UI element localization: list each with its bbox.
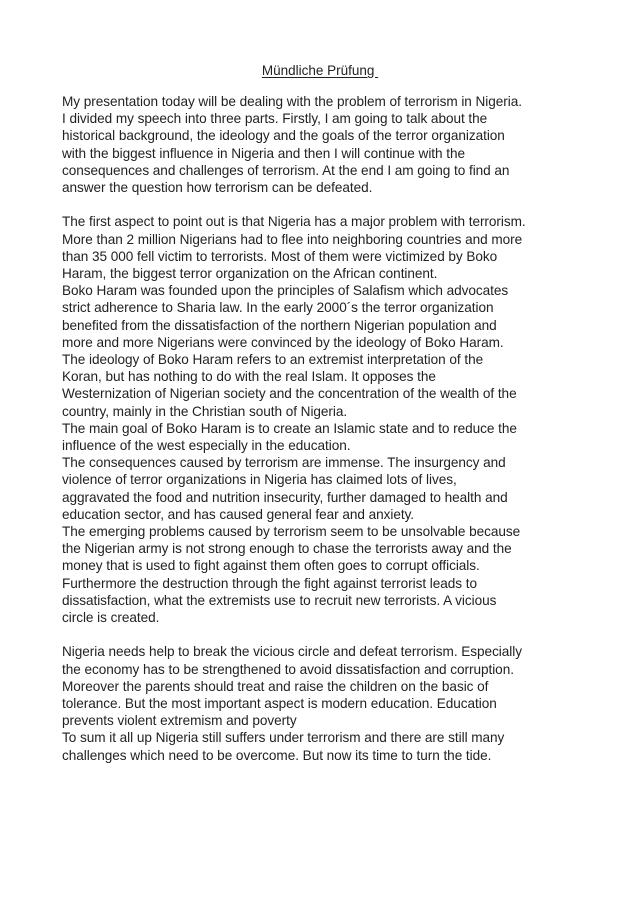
paragraph-line: Boko Haram was founded upon the principles of Salafism which advocates: [62, 283, 509, 299]
paragraph-line: the economy has to be strengthened to avoid dissatisfaction and corruption.: [62, 661, 514, 677]
paragraph-line: with the biggest influence in Nigeria and then I will continue with the: [62, 145, 465, 161]
paragraph-6: [62, 454, 592, 523]
paragraph-8: [62, 643, 592, 729]
paragraph-line: I divided my speech into three parts. Firstly, I am going to talk about the: [62, 111, 488, 127]
paragraph-line: prevents violent extremism and poverty: [62, 713, 297, 729]
paragraph-line: dissatisfaction, what the extremists use to recruit new terrorists. A vicious: [62, 592, 497, 608]
paragraph-line: influence of the west especially in the education.: [62, 438, 351, 454]
paragraph-line: The ideology of Boko Haram refers to an extremist interpretation of the: [62, 352, 484, 368]
paragraph-line: consequences and challenges of terrorism. At the end I am going to find an: [62, 162, 510, 178]
paragraph-9: [62, 729, 592, 763]
paragraph-2: [62, 213, 592, 282]
paragraph-line: more and more Nigerians were convinced by the ideology of Boko Haram.: [62, 334, 504, 350]
paragraph-line: My presentation today will be dealing with the problem of terrorism in Nigeria.: [62, 94, 522, 109]
paragraph-line: aggravated the food and nutrition insecurity, further damaged to health and: [62, 489, 508, 505]
paragraph-line: The main goal of Boko Haram is to create an Islamic state and to reduce the: [62, 420, 517, 436]
paragraph-line: Furthermore the destruction through the fight against terrorist leads to: [62, 575, 478, 591]
paragraph-line: country, mainly in the Christian south of Nigeria.: [62, 403, 348, 419]
paragraph-line: circle is created.: [62, 610, 160, 626]
paragraph-line: money that is used to fight against them often goes to corrupt officials.: [62, 558, 480, 574]
paragraph-line: answer the question how terrorism can be defeated.: [62, 180, 373, 196]
paragraph-7: [62, 523, 592, 626]
paragraph-line: education sector, and has caused general fear and anxiety.: [62, 506, 415, 522]
paragraph-line: Westernization of Nigerian society and the concentration of the wealth of the: [62, 386, 517, 402]
paragraph-line: The consequences caused by terrorism are immense. The insurgency and: [62, 455, 506, 471]
paragraph-5: [62, 420, 592, 454]
paragraph-line: Koran, but has nothing to do with the real Islam. It opposes the: [62, 369, 436, 385]
paragraph-line: than 35 000 fell victim to terrorists. Most of them were victimized by Boko: [62, 248, 498, 264]
paragraph-line: Nigeria needs help to break the vicious circle and defeat terrorism. Especially: [62, 644, 522, 660]
paragraph-4: [62, 351, 592, 420]
paragraph-line: More than 2 million Nigerians had to flee into neighboring countries and more: [62, 231, 523, 247]
paragraph-line: violence of terror organizations in Nigeria has claimed lots of lives,: [62, 472, 457, 488]
paragraph-line: Moreover the parents should treat and raise the children on the basic of: [62, 678, 489, 694]
paragraph-line: historical background, the ideology and the goals of the terror organization: [62, 128, 505, 144]
paragraph-3: [62, 282, 592, 351]
paragraph-line: To sum it all up Nigeria still suffers under terrorism and there are still many: [62, 730, 505, 746]
paragraph-line: strict adherence to Sharia law. In the early 2000´s the terror organization: [62, 300, 494, 316]
document-title: Mündliche Prüfung: [261, 63, 379, 78]
paragraph-line: tolerance. But the most important aspect is modern education. Education: [62, 696, 497, 712]
paragraph-line: the Nigerian army is not strong enough to chase the terrorists away and the: [62, 541, 512, 557]
document-body: [62, 93, 592, 764]
paragraph-line: benefited from the dissatisfaction of the northern Nigerian population and: [62, 317, 497, 333]
paragraph-line: The first aspect to point out is that Nigeria has a major problem with terrorism.: [62, 214, 526, 230]
paragraph-1: [62, 93, 592, 196]
document-title-container: [0, 63, 640, 79]
paragraph-line: Haram, the biggest terror organization on the African continent.: [62, 266, 438, 282]
paragraph-line: challenges which need to be overcome. But now its time to turn the tide.: [62, 747, 492, 763]
paragraph-line: The emerging problems caused by terrorism seem to be unsolvable because: [62, 524, 521, 540]
